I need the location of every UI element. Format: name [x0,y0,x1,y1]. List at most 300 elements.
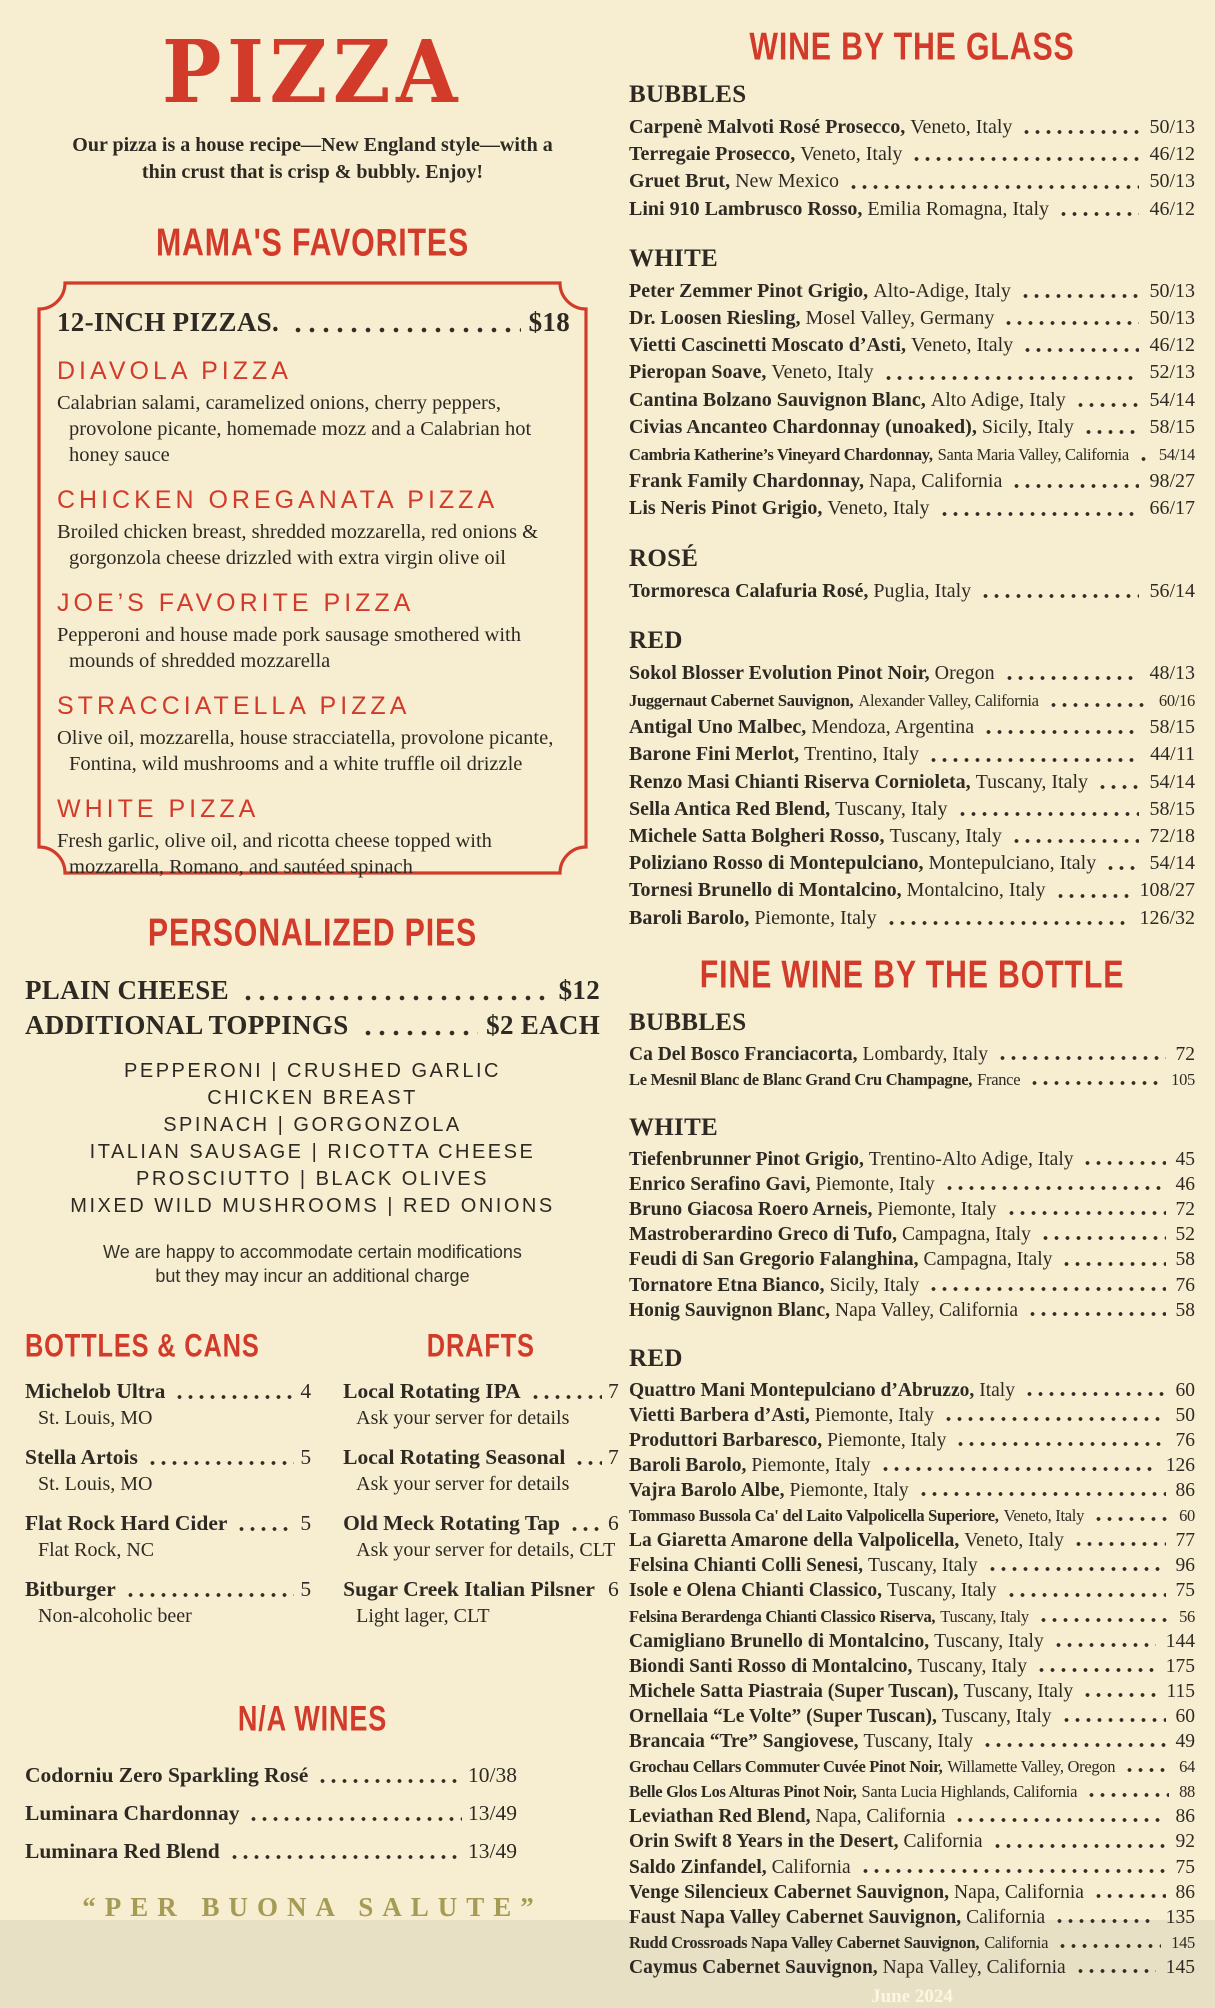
wine-row [629,1829,1195,1854]
wine-row [629,1654,1195,1679]
wine-name: Barone Fini Merlot, [629,743,800,766]
wine-price: 86 [1175,1881,1195,1903]
dot-leader [1051,1641,1156,1649]
beverage-item [25,1444,311,1497]
wine-row [629,1042,1195,1067]
wine-region: Tuscany, Italy [917,1655,1027,1677]
wine-region: Trentino-Alto Adige, Italy [868,1149,1074,1171]
left-column [25,0,619,1923]
na-wine-name: Luminara Chardonnay [25,1801,240,1826]
wine-row [629,468,1195,495]
wine-region: Tuscany, Italy [835,797,948,820]
wine-row [629,441,1195,468]
pizza-name: WHITE PIZZA [57,795,260,824]
wine-price: 64 [1179,1757,1195,1777]
wine-region: Piemonte, Italy [751,1455,871,1476]
wine-name: Carpenè Malvoti Rosé Prosecco, [629,116,906,138]
beverage-name: Bitburger [25,1577,116,1602]
beverage-price-row [343,1510,619,1537]
mamas-favorites-heading: MAMA'S FAVORITES [155,221,470,265]
wine-region: California [903,1831,983,1853]
beverage-name: Local Rotating IPA [343,1379,521,1404]
pizza-item [57,588,570,674]
dot-leader [1055,1942,1161,1950]
wine-row [629,850,1195,877]
wine-name: Produttori Barbaresco, [629,1429,823,1451]
beverage-price-row [343,1444,619,1471]
wine-name: La Giaretta Amarone della Valpolicella, [629,1530,960,1552]
wine-region: Napa Valley, California [835,1299,1019,1321]
wine-price: 144 [1165,1630,1195,1652]
wine-name: Bruno Giacosa Roero Arneis, [629,1199,873,1221]
bottle-white-list [629,1147,1195,1323]
beverage-item [25,1576,311,1629]
wine-region: Santa Lucia Highlands, California [861,1782,1078,1802]
wine-name: Felsina Berardenga Chianti Classico Riserva, [629,1606,936,1626]
wine-row [629,278,1195,305]
wine-row [629,114,1195,141]
wine-name: Michele Satta Bolgheri Rosso, [629,825,885,848]
wine-name: Vietti Cascinetti Moscato d’Asti, [629,334,906,357]
wine-region: Tuscany, Italy [934,1630,1044,1652]
wine-region: Napa, California [815,1806,946,1828]
wine-price: 50/13 [1149,307,1195,330]
modification-note [25,1240,600,1288]
wine-region: Sicily, Italy [829,1274,920,1296]
wine-price: 98/27 [1149,470,1195,493]
wine-price: 115 [1166,1680,1195,1702]
wine-name: Feudi di San Gregorio Falanghina, [629,1249,919,1271]
wine-price: 58/15 [1149,415,1195,438]
dot-leader [1095,783,1139,791]
dot-leader [1081,428,1140,436]
wine-region: Veneto, Italy [910,116,1013,138]
wine-region: Piemonte, Italy [877,1199,997,1221]
dot-leader [990,1842,1166,1850]
pizza-name: JOE’S FAVORITE PIZZA [57,589,415,618]
wine-region: Italy [979,1379,1015,1401]
wine-price: 77 [1175,1530,1195,1552]
pie-price-value: $2 EACH [486,1010,600,1041]
personalized-pies-heading: PERSONALIZED PIES [147,911,478,955]
tagline-line-2: thin crust that is crisp & bubbly. Enjoy! [141,161,484,184]
wine-row [629,741,1195,768]
wine-price: 92 [1175,1831,1195,1853]
dot-leader [858,1867,1166,1875]
wine-region: Trentino, Italy [804,743,919,766]
beverage-price-row [25,1378,311,1405]
glass-white-subhead: WHITE [629,244,719,272]
beverage-price: 5 [300,1445,312,1470]
beverage-price: 5 [300,1511,312,1536]
wine-row [629,823,1195,850]
wine-row [629,1553,1195,1578]
wine-price: 60 [1175,1705,1195,1727]
wine-region: Tuscany, Italy [868,1555,978,1577]
wine-region: California [984,1932,1049,1952]
wine-price: 46/12 [1149,143,1195,166]
wine-row [629,387,1195,414]
wine-row [629,1679,1195,1704]
beverage-subtext: Non-alcoholic beer [38,1605,192,1628]
beverage-price-row [25,1510,311,1537]
wine-region: Piemonte, Italy [754,906,877,929]
wine-row [629,1604,1195,1629]
na-wine-price: 10/38 [468,1763,517,1788]
beverage-item [343,1510,619,1563]
dot-leader [955,810,1140,818]
wine-name: Mastroberardino Greco di Tufo, [629,1224,897,1246]
beverage-subtext: Light lager, CLT [356,1605,490,1628]
wine-region: Veneto, Italy [827,497,930,520]
wine-region: Napa, California [869,470,1003,493]
pizza-description: Olive oil, mozzarella, house stracciatella, provolone picante, Fontina, wild mushrooms and a white truffle oil drizzle [57,727,554,776]
wine-region: Tuscany, Italy [963,1680,1074,1702]
dot-leader [572,1459,602,1467]
wine-name: Terregaie Prosecco, [629,143,796,166]
wine-name: Antigal Uno Malbec, [629,716,807,739]
pizza-name: STRACCIATELLA PIZZA [57,692,411,721]
wine-row [629,1754,1195,1779]
dot-leader [1073,401,1140,409]
beverage-price-row [343,1378,619,1405]
beverage-subtext: St. Louis, MO [38,1473,153,1496]
wine-row [629,796,1195,823]
dot-leader [1009,482,1139,490]
dot-leader [1080,1159,1165,1167]
dot-leader [1038,1234,1166,1242]
wine-price: 56 [1179,1606,1195,1626]
wine-price: 54/14 [1149,770,1195,793]
dot-leader [909,155,1139,163]
beverage-price-row [343,1576,619,1603]
wine-name: Camigliano Brunello di Montalcino, [629,1630,930,1652]
wine-region: Tuscany, Italy [975,770,1089,793]
beverage-item [343,1444,619,1497]
wine-row [629,1528,1195,1553]
beverage-subtext: Ask your server for details [356,1407,570,1430]
wine-row [629,1779,1195,1804]
wine-price: 58 [1175,1299,1195,1321]
wine-price: 126 [1165,1455,1195,1476]
glass-red-list [629,660,1195,932]
wine-region: Veneto, Italy [800,143,903,166]
wine-price: 50/13 [1149,279,1195,302]
wine-row [629,168,1195,195]
dot-leader [1052,1917,1156,1925]
pizza-description: Fresh garlic, olive oil, and ricotta cheese topped with mozzarella, Romano, and sautéed spinach [57,830,492,879]
wine-price: 145 [1171,1932,1195,1952]
beverage-subtext: Ask your server for details, CLT [356,1539,616,1562]
toppings-list [25,1058,600,1220]
wine-row [629,1955,1195,1980]
wine-price: 52/13 [1149,361,1195,384]
wine-name: Grochau Cellars Commuter Cuvée Pinot Noir, [629,1757,943,1777]
wine-price: 135 [1165,1906,1195,1928]
wine-row [629,687,1195,714]
na-wine-price: 13/49 [468,1839,517,1864]
dot-leader [289,325,521,335]
per-buona-salute-motto: “PER BUONA SALUTE” [82,1892,543,1923]
dot-leader [246,1815,462,1823]
wine-row [629,1453,1195,1478]
wine-price: 108/27 [1139,879,1195,902]
dot-leader [952,1816,1165,1824]
dot-leader [1025,1310,1165,1318]
wine-row [629,1247,1195,1272]
beverage-name: Local Rotating Seasonal [343,1445,566,1470]
beverage-price: 4 [300,1379,312,1404]
wine-row [629,1067,1195,1092]
wine-price: 60 [1175,1379,1195,1401]
wine-price: 145 [1165,1956,1195,1978]
bottles-cans-list [25,1378,311,1629]
wine-price: 48/13 [1149,661,1195,684]
wine-region: Napa, California [953,1881,1084,1903]
dot-leader [1001,319,1139,327]
dot-leader [1046,701,1149,709]
bottles-cans-section [25,1328,311,1642]
wine-name: Belle Glos Los Alturas Pinot Noir, [629,1782,857,1802]
wine-price: 46/12 [1149,334,1195,357]
pizza-name: DIAVOLA PIZZA [57,357,292,386]
wine-name: Quattro Mani Montepulciano d’Abruzzo, [629,1379,975,1401]
dot-leader [359,1028,479,1038]
bottles-cans-heading: BOTTLES & CANS [25,1327,260,1365]
wine-region: Mendoza, Argentina [811,716,975,739]
wine-name: Pieropan Soave, [629,361,767,384]
wine-name: Gruet Brut, [629,170,731,193]
beverage-price: 7 [607,1379,619,1404]
wine-row [629,1222,1195,1247]
wine-price: 86 [1175,1480,1195,1502]
wine-region: Tuscany, Italy [941,1705,1052,1727]
glass-red-subhead: RED [629,626,683,654]
twelve-inch-label: 12-INCH PIZZAS. [57,307,280,338]
wine-region: Campagna, Italy [901,1224,1031,1246]
wine-region: Willamette Valley, Oregon [947,1757,1116,1777]
wine-name: Baroli Barolo, [629,1455,747,1476]
wine-region: Tuscany, Italy [940,1606,1029,1626]
pie-price-row [25,974,600,1007]
wine-row [629,1197,1195,1222]
wine-price: 72 [1175,1199,1195,1221]
dot-leader [145,1459,295,1467]
wine-region: Veneto, Italy [910,334,1014,357]
wine-region: California [966,1906,1046,1928]
wine-name: Rudd Crossroads Napa Valley Cabernet Sauvignon, [629,1932,980,1952]
pizza-description: Broiled chicken breast, shredded mozzarella, red onions & gorgonzola cheese drizzled with extra virgin olive oil [57,521,539,570]
wine-name: Frank Family Chardonnay, [629,470,865,493]
wine-price: 54/14 [1149,388,1195,411]
glass-bubbles-list [629,114,1195,223]
wine-name: Saldo Zinfandel, [629,1856,767,1878]
dot-leader [1059,1716,1166,1724]
beverages-row [25,1327,619,1642]
wine-name: Juggernaut Cabernet Sauvignon, [629,691,854,711]
wine-region: New Mexico [735,170,839,193]
dot-leader [995,1054,1166,1062]
beverage-subtext: Flat Rock, NC [38,1539,155,1562]
wine-name: Caymus Cabernet Sauvignon, [629,1956,878,1978]
glass-white-list [629,278,1195,523]
wine-row [629,1147,1195,1172]
pie-price-value: $12 [558,975,600,1006]
wine-row [629,1880,1195,1905]
wine-price: 60 [1179,1506,1195,1526]
dot-leader [1122,1766,1169,1774]
bottle-red-subhead: RED [629,1344,683,1372]
wine-name: Peter Zemmer Pinot Grigio, [629,279,869,302]
wine-row [629,305,1195,332]
wine-price: 54/14 [1158,445,1195,465]
drafts-section [343,1328,619,1642]
wine-region: France [977,1069,1021,1089]
na-wine-name: Codorniu Zero Sparkling Rosé [25,1763,309,1788]
wine-row [629,1273,1195,1298]
dot-leader [234,1525,294,1533]
twelve-inch-price-row [57,306,570,339]
dot-leader [1019,128,1139,136]
wine-price: 58 [1175,1249,1195,1271]
na-wine-name: Luminara Red Blend [25,1839,220,1864]
wine-price: 45 [1175,1149,1195,1171]
wine-region: Tuscany, Italy [889,825,1002,848]
bottle-bubbles-subhead: BUBBLES [629,1008,747,1036]
dot-leader [1022,1390,1166,1398]
dot-leader [926,756,1140,764]
pizza-description: Calabrian salami, caramelized onions, cherry peppers, provolone picante, homemade mozz and a Calabrian hot honey sauce [57,392,532,467]
beverage-price: 5 [300,1577,312,1602]
wine-row [629,1629,1195,1654]
dot-leader [1080,1691,1156,1699]
wine-price: 126/32 [1139,906,1195,929]
dot-leader [941,1415,1166,1423]
wine-region: Piemonte, Italy [827,1429,947,1451]
pie-price-row [25,1009,600,1042]
wine-region: Montalcino, Italy [906,879,1046,902]
wine-region: Montepulciano, Italy [928,852,1097,875]
topping-line: ITALIAN SAUSAGE | RICOTTA CHEESE [89,1141,536,1164]
wine-name: Lini 910 Lambrusco Rosso, [629,197,863,220]
wine-name: Ornellaia “Le Volte” (Super Tuscan), [629,1705,937,1727]
wine-row [629,1298,1195,1323]
beverage-item [25,1378,311,1431]
wine-name: Biondi Santi Rosso di Montalcino, [629,1655,913,1677]
beverage-price: 6 [607,1577,619,1602]
wine-price: 50/13 [1149,116,1195,138]
glass-bubbles-subhead: BUBBLES [629,81,747,108]
wine-row [629,1804,1195,1829]
tagline-line-1: Our pizza is a house recipe—New England style—with a [72,134,553,157]
dot-leader [528,1393,602,1401]
dot-leader [878,1465,1156,1473]
bottle-red-list [629,1378,1195,1980]
mamas-favorites-content [25,280,600,880]
na-wines-list [25,1756,517,1870]
wine-price: 56/14 [1149,579,1195,602]
wine-row [629,1478,1195,1503]
bottle-bubbles-list [629,1042,1195,1092]
topping-line: MIXED WILD MUSHROOMS | RED ONIONS [70,1195,555,1218]
wine-region: Lombardy, Italy [862,1043,988,1065]
beverage-subtext: St. Louis, MO [38,1407,153,1430]
wine-name: Venge Silencieux Cabernet Sauvignon, [629,1881,949,1903]
wine-row [629,1704,1195,1729]
wine-row [629,1428,1195,1453]
wine-row [629,332,1195,359]
wine-price: 96 [1175,1555,1195,1577]
wine-price: 50 [1175,1404,1195,1426]
wine-price: 75 [1175,1580,1195,1602]
glass-rose-subhead: ROSÉ [629,544,699,572]
dot-leader [239,993,551,1003]
wine-name: Baroli Barolo, [629,906,750,929]
wine-row [629,1503,1195,1528]
dot-leader [1034,1666,1156,1674]
fine-wine-heading: FINE WINE BY THE BOTTLE [699,952,1125,997]
wine-row [629,141,1195,168]
personalized-pies-prices [25,974,600,1042]
dot-leader [1018,292,1140,300]
wine-name: Dr. Loosen Riesling, [629,307,801,330]
wine-name: Isole e Olena Chianti Classico, [629,1580,882,1602]
wine-name: Michele Satta Piastraia (Super Tuscan), [629,1680,959,1702]
wine-region: Alto Adige, Italy [930,388,1066,411]
wine-name: Tornatore Etna Bianco, [629,1274,825,1296]
pizza-list [57,356,570,880]
beverage-price-row [25,1444,311,1471]
pie-price-label: ADDITIONAL TOPPINGS [25,1010,349,1041]
wine-region: Piemonte, Italy [815,1174,935,1196]
wine-row [629,196,1195,223]
wine-row [629,714,1195,741]
wine-row [629,495,1195,522]
wine-name: Cantina Bolzano Sauvignon Blanc, [629,388,926,411]
dot-leader [567,1525,602,1533]
dot-leader [926,1285,1165,1293]
pizza-item [57,691,570,777]
pizza-name: CHICKEN OREGANATA PIZZA [57,486,499,515]
wine-region: Emilia Romagna, Italy [867,197,1049,220]
wine-price: 75 [1175,1856,1195,1878]
wine-region: Puglia, Italy [873,579,972,602]
topping-line: PEPPERONI | CRUSHED GARLIC [124,1060,501,1083]
dot-leader [1136,455,1149,463]
dot-leader [172,1393,294,1401]
wine-name: Sokol Blosser Evolution Pinot Noir, [629,661,930,684]
wine-region: Napa Valley, California [882,1956,1066,1978]
wine-price: 88 [1179,1782,1195,1802]
bottle-white-subhead: WHITE [629,1114,719,1142]
wine-by-glass-heading: WINE BY THE GLASS [749,24,1075,69]
wine-region: Veneto, Italy [771,361,874,384]
dot-leader [978,592,1139,600]
wine-price: 44/11 [1150,743,1195,766]
wine-price: 46 [1175,1174,1195,1196]
wine-price: 54/14 [1149,852,1195,875]
wine-name: Ca Del Bosco Franciacorta, [629,1043,858,1065]
wine-row [629,1930,1195,1955]
menu-date: June 2024 [871,1985,953,2007]
dot-leader [1056,210,1139,218]
wine-name: Faust Napa Valley Cabernet Sauvignon, [629,1906,962,1928]
dot-leader [916,1490,1166,1498]
wine-name: Civias Ancanteo Chardonnay (unoaked), [629,415,977,438]
wine-region: Piemonte, Italy [789,1480,909,1502]
dot-leader [1002,674,1140,682]
dot-leader [227,1853,462,1861]
